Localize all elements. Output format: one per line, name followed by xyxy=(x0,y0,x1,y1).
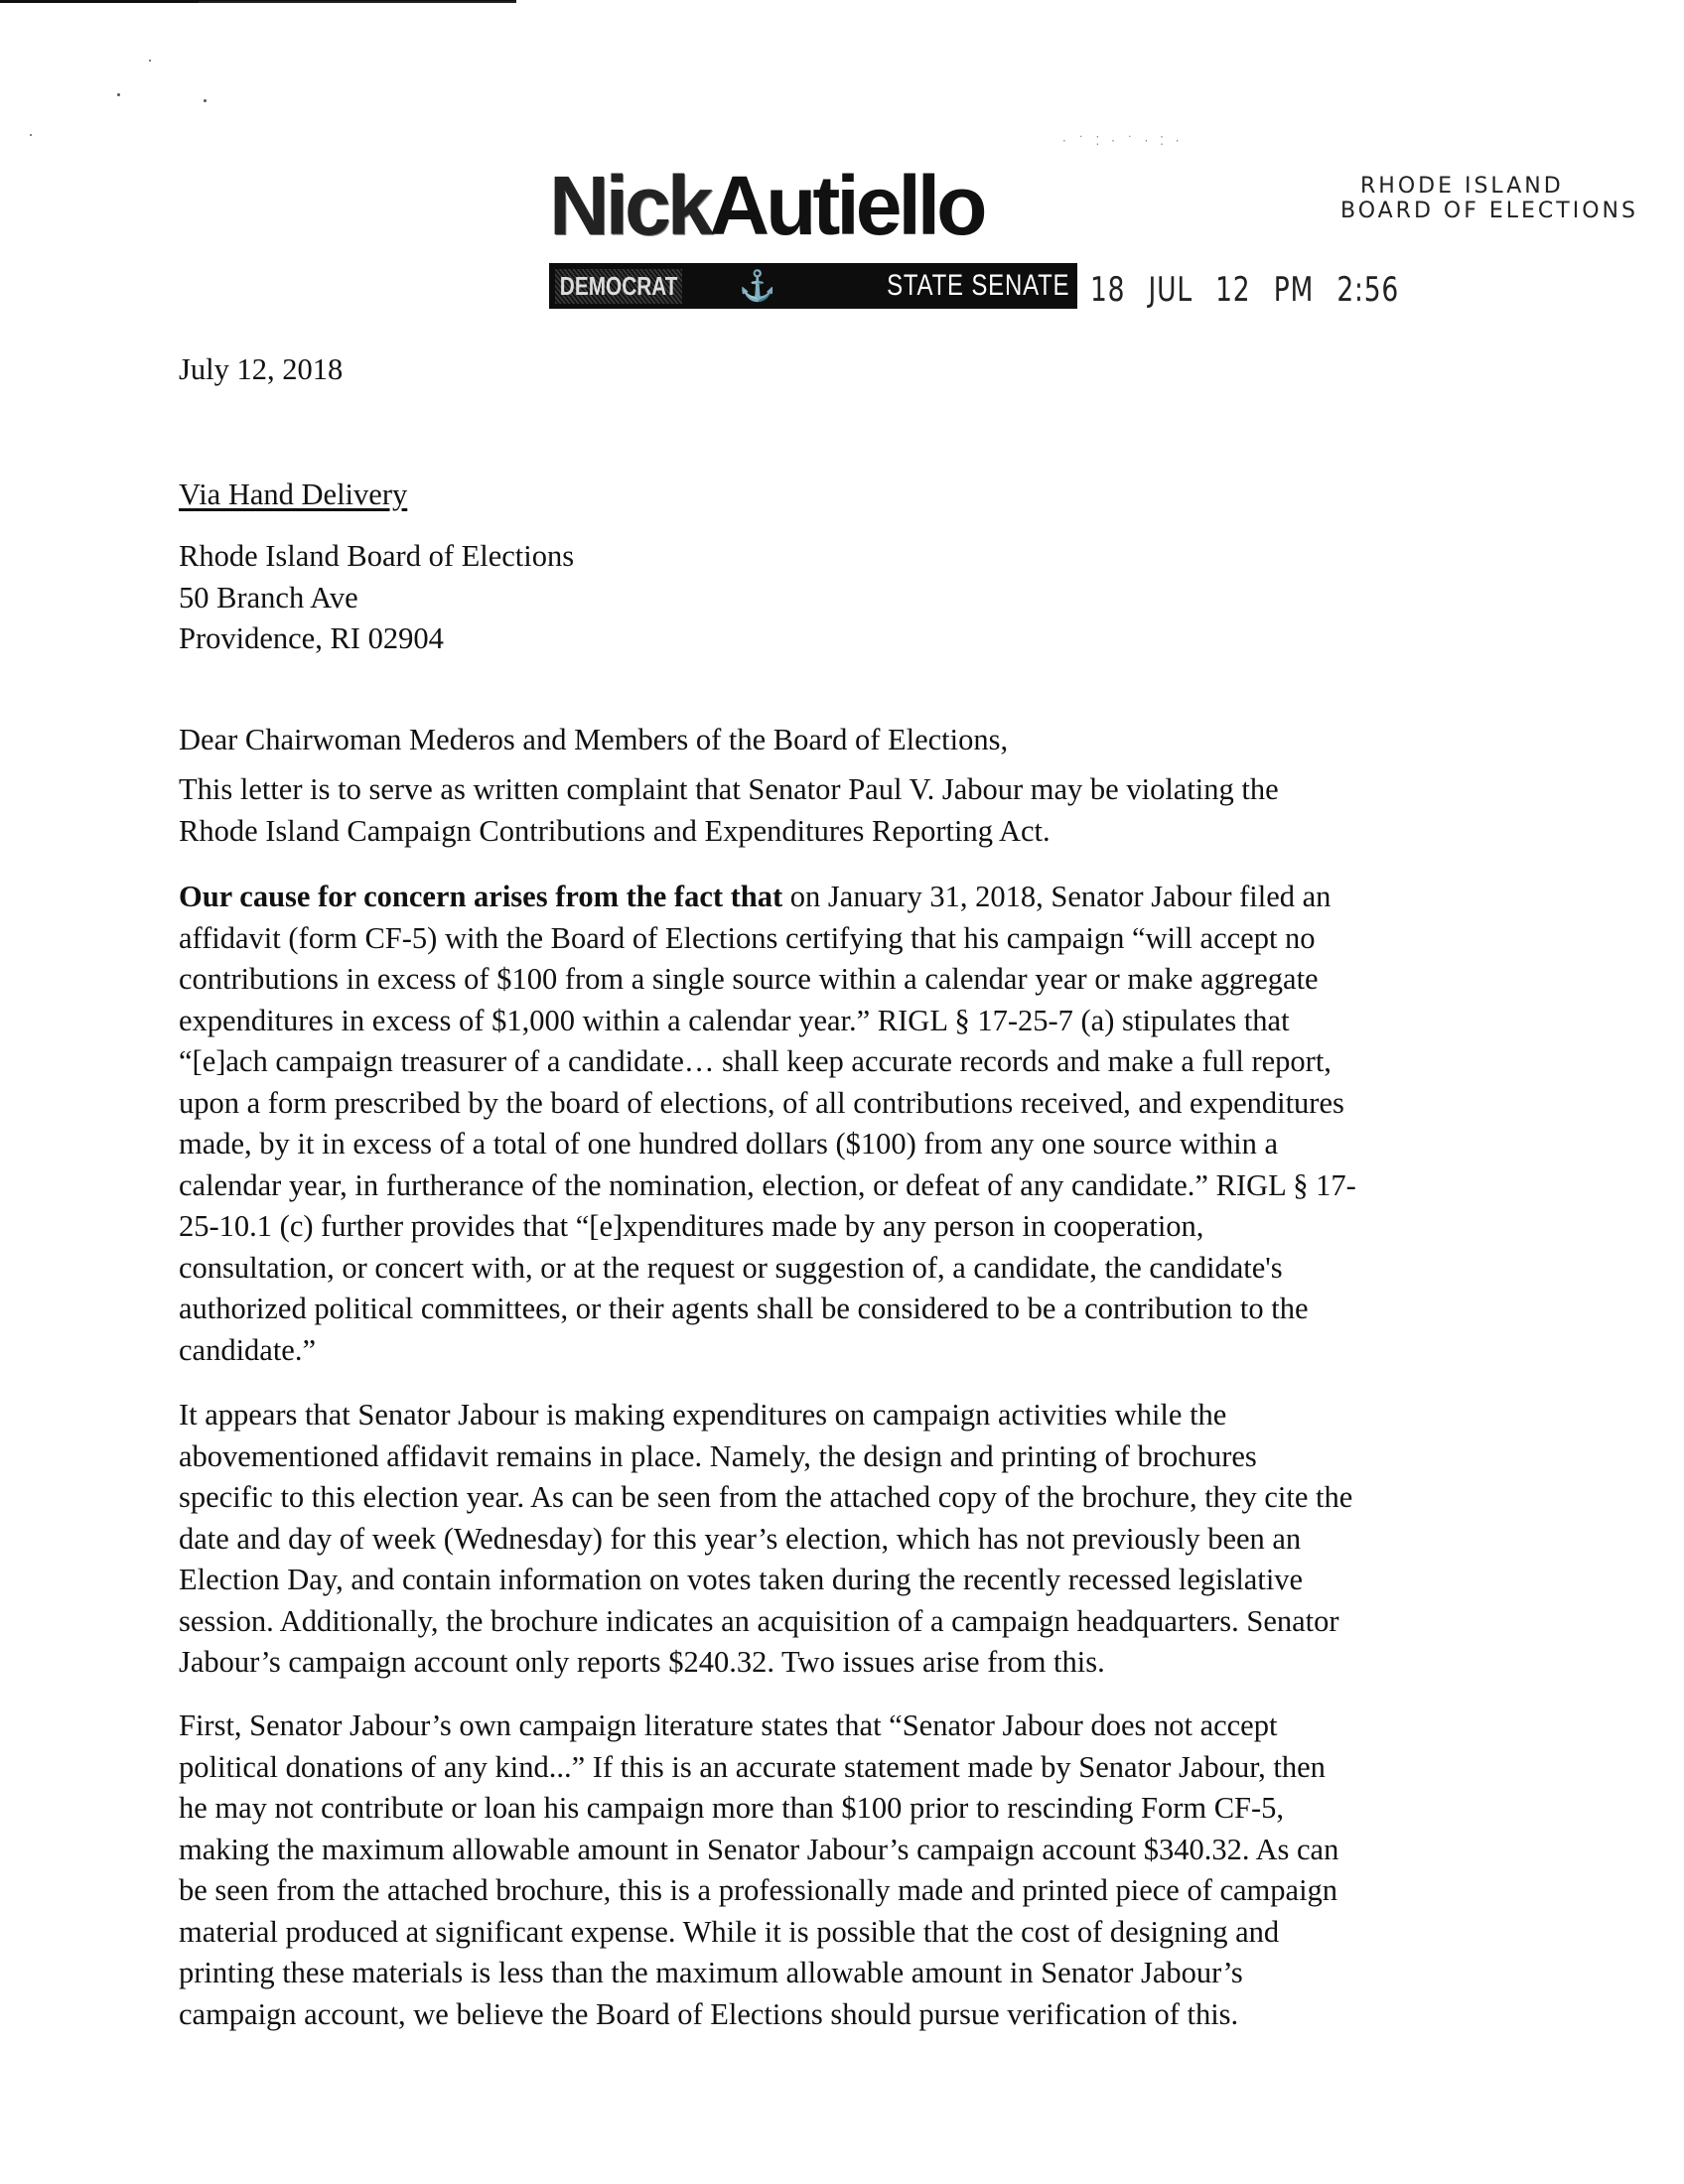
paragraph-line: candidate.” xyxy=(179,1332,317,1367)
paragraph-line: material produced at significant expense. While it is possible that the cost of designing and xyxy=(179,1914,1280,1949)
paragraph-line: Election Day, and contain information on votes taken during the recently recessed legislative xyxy=(179,1563,1304,1596)
stamp-agency-line2: BOARD OF ELECTIONS xyxy=(1340,199,1638,223)
party-label: DEMOCRAT xyxy=(555,269,682,304)
paragraph-line: Rhode Island Campaign Contributions and Expenditures Reporting Act. xyxy=(179,813,1051,848)
recipient-name: Rhode Island Board of Elections xyxy=(179,539,575,573)
paragraph-line: It appears that Senator Jabour is making expenditures on campaign activities while the xyxy=(179,1398,1227,1432)
stamp-smudge: · ˙ ⁚ · ˙ · ⁚ · xyxy=(1062,134,1184,148)
recipient-address xyxy=(179,536,574,660)
paragraph-first-issue xyxy=(179,1706,1338,2035)
scan-speck xyxy=(117,93,120,96)
paragraph-line: specific to this election year. As can be seen from the attached copy of the brochure, they cite the xyxy=(179,1480,1353,1514)
paragraph-line: “[e]ach campaign treasurer of a candidate… shall keep accurate records and make a full report, xyxy=(179,1044,1332,1078)
paragraph-concern xyxy=(179,877,1356,1371)
scan-speck xyxy=(30,134,32,136)
recipient-city: Providence, RI 02904 xyxy=(179,621,444,655)
letter-date: July 12, 2018 xyxy=(179,352,344,386)
paragraph-line: expenditures in excess of $1,000 within a calendar year.” RIGL § 17-25-7 (a) stipulates that xyxy=(179,1003,1290,1037)
anchor-icon: ⚓ xyxy=(739,269,776,303)
paragraph-line: affidavit (form CF-5) with the Board of Elections certifying that his campaign “will accept no xyxy=(179,920,1316,955)
paragraph-line: made, by it in excess of a total of one hundred dollars ($100) from any one source within a xyxy=(179,1127,1279,1160)
paragraph-line: This letter is to serve as written complaint that Senator Paul V. Jabour may be violating the xyxy=(179,772,1279,806)
paragraph-line-text: on January 31, 2018, Senator Jabour filed an xyxy=(782,880,1332,913)
paragraph-line: consultation, or concert with, or at the request or suggestion of, a candidate, the candidate's xyxy=(179,1250,1283,1285)
scan-speck xyxy=(149,60,151,62)
salutation: Dear Chairwoman Mederos and Members of the Board of Elections, xyxy=(179,723,1009,756)
candidate-name xyxy=(549,159,984,252)
paragraph-line: session. Additionally, the brochure indicates an acquisition of a campaign headquarters. Senator xyxy=(179,1603,1339,1638)
paragraph-line: abovementioned affidavit remains in place. Namely, the design and printing of brochures xyxy=(179,1438,1257,1473)
paragraph-line: upon a form prescribed by the board of elections, of all contributions received, and expenditures xyxy=(179,1085,1344,1120)
paragraph-line: Jabour’s campaign account only reports $240.32. Two issues arise from this. xyxy=(179,1645,1105,1679)
scan-speck xyxy=(204,99,207,102)
paragraph-line: printing these materials is less than the maximum allowable amount in Senator Jabour’s xyxy=(179,1956,1243,1989)
paragraph-line xyxy=(179,877,1356,918)
bold-lead-in: Our cause for concern arises from the fact that xyxy=(179,880,783,913)
paragraph-line: calendar year, in furtherance of the nomination, election, or defeat of any candidate.” RIGL § 17- xyxy=(179,1167,1356,1202)
paragraph-intro xyxy=(179,769,1279,852)
paragraph-line: date and day of week (Wednesday) for this year’s election, which has not previously been an xyxy=(179,1521,1302,1556)
paragraph-line: campaign account, we believe the Board of Elections should pursue verification of this. xyxy=(179,1996,1239,2031)
paragraph-line: be seen from the attached brochure, this is a professionally made and printed piece of campaign xyxy=(179,1873,1338,1907)
paragraph-line: First, Senator Jabour’s own campaign literature states that “Senator Jabour does not accept xyxy=(179,1708,1278,1742)
stamp-received-datetime: 18 JUL 12 PM 2:56 xyxy=(1090,270,1400,310)
stamp-agency-line1: RHODE ISLAND xyxy=(1360,174,1564,199)
paragraph-line: authorized political committees, or their agents shall be considered to be a contribution to the xyxy=(179,1292,1309,1325)
paragraph-line: contributions in excess of $100 from a single source within a calendar year or make aggregate xyxy=(179,962,1319,996)
recipient-street: 50 Branch Ave xyxy=(179,580,358,614)
paragraph-line: 25-10.1 (c) further provides that “[e]xpenditures made by any person in cooperation, xyxy=(179,1209,1204,1243)
candidate-last-name: Autiello xyxy=(709,159,984,252)
paragraph-line: political donations of any kind...” If this is an accurate statement made by Senator Jabour, then xyxy=(179,1749,1326,1784)
office-label: STATE SENATE xyxy=(886,269,1069,302)
scan-edge-line xyxy=(199,1,516,3)
delivery-method: Via Hand Delivery xyxy=(179,478,408,511)
paragraph-expenditures xyxy=(179,1395,1352,1684)
paragraph-line: he may not contribute or loan his campaign more than $100 prior to rescinding Form CF-5, xyxy=(179,1791,1285,1825)
letterhead-banner xyxy=(549,263,1077,309)
candidate-first-name: Nick xyxy=(549,159,710,252)
paragraph-line: making the maximum allowable amount in Senator Jabour’s campaign account $340.32. As can xyxy=(179,1832,1339,1866)
